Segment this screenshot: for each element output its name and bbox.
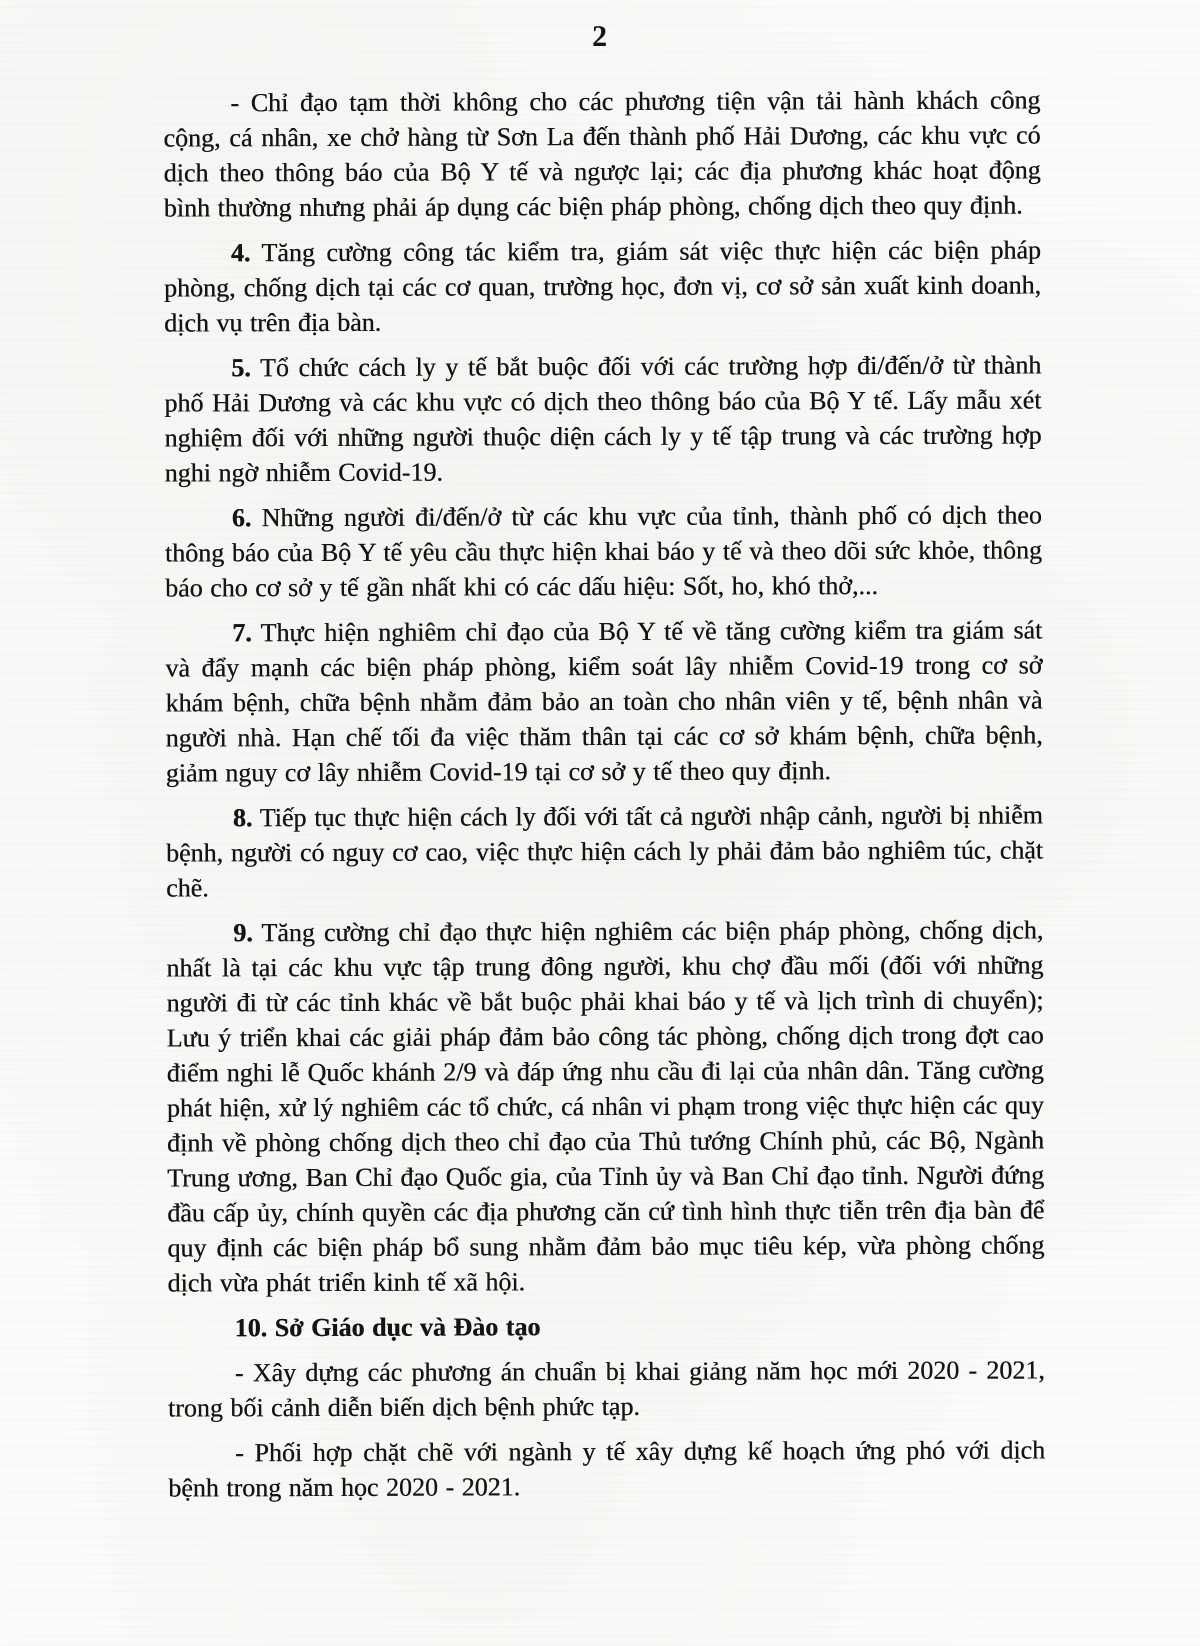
- paragraph-text: Tổ chức cách ly y tế bắt buộc đối với các trường hợp đi/đến/ở từ thành phố Hải Dương và các khu vực có dịch theo thông báo của Bộ Y tế. Lấy mẫu xét nghiệm đối với những người thuộc diện cách ly y tế tập trung và các trường hợp nghi ngờ nhiễm Covid-19.: [164, 350, 1042, 488]
- item-number: 4.: [230, 238, 251, 268]
- paragraph-school-year-plan: [168, 1352, 1045, 1425]
- paragraph-item-7: [165, 612, 1043, 790]
- paragraph-text: Tiếp tục thực hiện cách ly đối với tất cả người nhập cảnh, người bị nhiễm bệnh, người có nguy cơ cao, việc thực hiện cách ly phải đảm bảo nghiêm túc, chặt chẽ.: [165, 800, 1044, 903]
- paragraph-text: - Chỉ đạo tạm thời không cho các phương tiện vận tải hành khách công cộng, cá nhân, xe chở hàng từ Sơn La đến thành phố Hải Dương, các khu vực có dịch theo thông báo của Bộ Y tế và ngược lại; các địa phương khác hoạt động bình thường nhưng phải áp dụng các biện pháp phòng, chống dịch theo quy định.: [163, 85, 1041, 223]
- paragraph-text: Tăng cường chỉ đạo thực hiện nghiêm các biện pháp phòng, chống dịch, nhất là tại các khu vực tập trung đông người, khu chợ đầu mối (đối với những người đi từ các tỉnh khác về bắt buộc phải khai báo y tế và lịch trình di chuyển); Lưu ý triển khai các giải pháp đảm bảo công tác phòng, chống dịch trong đợt cao điểm nghi lễ Quốc khánh 2/9 và đáp ứng nhu cầu đi lại của nhân dân. Tăng cường phát hiện, xử lý nghiêm các tổ chức, cá nhân vi phạm trong việc thực hiện các quy định về phòng chống dịch theo chỉ đạo của Thủ tướng Chính phủ, các Bộ, Ngành Trung ương, Ban Chỉ đạo Quốc gia, của Tỉnh ủy và Ban Chỉ đạo tỉnh. Người đứng đầu cấp ủy, chính quyền các địa phương căn cứ tình hình thực tiễn trên địa bàn để quy định các biện pháp bổ sung nhằm đảm bảo mục tiêu kép, vừa phòng chống dịch vừa phát triển kinh tế xã hội.: [166, 915, 1045, 1298]
- heading-item-10-education-department: [168, 1307, 1045, 1345]
- heading-text: Sở Giáo dục và Đào tạo: [274, 1312, 541, 1343]
- item-number: 9.: [233, 918, 253, 948]
- item-number: 5.: [231, 353, 251, 383]
- paragraph-item-4: [164, 232, 1041, 340]
- paragraph-item-6: [165, 497, 1042, 605]
- paragraph-text: - Phối hợp chặt chẽ với ngành y tế xây dựng kế hoạch ứng phó với dịch bệnh trong năm học 2020 - 2021.: [168, 1435, 1046, 1503]
- item-number: 8.: [232, 803, 253, 833]
- paragraph-item-9: [166, 912, 1044, 1300]
- document-body: [163, 82, 1045, 1505]
- paragraph-text: Thực hiện nghiêm chỉ đạo của Bộ Y tế về tăng cường kiểm tra giám sát và đẩy mạnh các biện pháp phòng, kiểm soát lây nhiễm Covid-19 trong cơ sở khám bệnh, chữa bệnh nhằm đảm bảo an toàn cho nhân viên y tế, bệnh nhân và người nhà. Hạn chế tối đa việc thăm thân tại các cơ sở khám bệnh, chữa bệnh, giảm nguy cơ lây nhiễm Covid-19 tại cơ sở y tế theo quy định.: [165, 615, 1043, 788]
- item-number: 6.: [231, 503, 252, 533]
- item-number: 7.: [232, 618, 252, 648]
- paragraph-health-coordination: [168, 1432, 1045, 1505]
- paragraph-text: - Xây dựng các phương án chuẩn bị khai giảng năm học mới 2020 - 2021, trong bối cảnh diễn biến dịch bệnh phức tạp.: [167, 1355, 1045, 1423]
- paragraph-item-8: [166, 797, 1043, 905]
- paragraph-text: Tăng cường công tác kiểm tra, giám sát việc thực hiện các biện pháp phòng, chống dịch tại các cơ quan, trường học, đơn vị, cơ sở sản xuất kinh doanh, dịch vụ trên địa bàn.: [163, 235, 1042, 338]
- paragraph-item-5: [164, 347, 1041, 490]
- paragraph-text: Những người đi/đến/ở từ các khu vực của tỉnh, thành phố có dịch theo thông báo của Bộ Y tế yêu cầu thực hiện khai báo y tế và theo dõi sức khỏe, thông báo cho cơ sở y tế gần nhất khi có các dấu hiệu: Sốt, ho, khó thở,...: [164, 500, 1042, 603]
- page-number: 2: [592, 19, 609, 54]
- paragraph-transport-directive: [163, 82, 1040, 225]
- item-number: 10.: [234, 1313, 268, 1343]
